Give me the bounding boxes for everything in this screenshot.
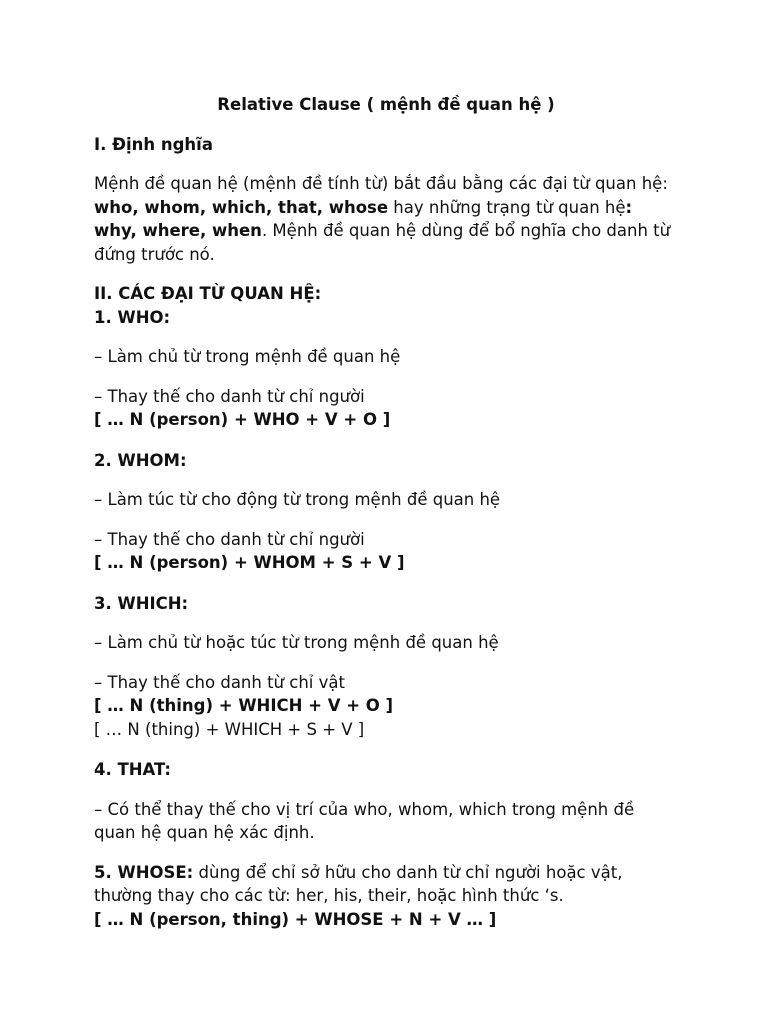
- whose-formula: [ … N (person, thing) + WHOSE + N + V … ]: [94, 909, 497, 929]
- that-line-1: – Có thể thay thế cho vị trí của who, whom, which trong mệnh đề quan hệ quan hệ xác định.: [94, 799, 635, 842]
- whose-heading: 5. WHOSE:: [94, 862, 194, 882]
- relative-pronouns-list: who, whom, which, that, whose: [94, 197, 389, 217]
- who-line-1: – Làm chủ từ trong mệnh đề quan hệ: [94, 347, 401, 366]
- relative-adverbs-list: : why, where, when: [94, 197, 633, 240]
- who-line-2: – Thay thế cho danh từ chỉ người: [94, 386, 365, 406]
- definition-text-1: Mệnh đề quan hệ (mệnh đề tính từ) bắt đầu bằng các đại từ quan hệ:: [94, 174, 668, 193]
- which-line-2: – Thay thế cho danh từ chỉ vật: [94, 672, 345, 692]
- which-formula-2: [ … N (thing) + WHICH + S + V ]: [94, 719, 365, 739]
- whom-line-2: – Thay thế cho danh từ chỉ người: [94, 529, 365, 549]
- whom-line-1: – Làm túc từ cho động từ trong mệnh đề quan hệ: [94, 490, 501, 509]
- whom-formula: [ … N (person) + WHOM + S + V ]: [94, 553, 405, 572]
- definition-text-3: . Mệnh đề quan hệ dùng để bổ nghĩa cho danh từ đứng trước nó.: [94, 221, 671, 264]
- who-formula: [ … N (person) + WHO + V + O ]: [94, 410, 391, 429]
- definition-paragraph: [94, 172, 672, 266]
- whom-heading: 2. WHOM:: [94, 450, 187, 470]
- that-heading: 4. THAT:: [94, 760, 171, 779]
- whose-text: dùng để chỉ sở hữu cho danh từ chỉ người hoặc vật, thường thay cho các từ: her, his, their, hoặc hình thức ‘s.: [94, 862, 623, 905]
- document-title: Relative Clause ( mệnh đề quan hệ ): [217, 95, 555, 114]
- which-heading: 3. WHICH:: [94, 593, 189, 613]
- section-heading-pronouns: II. CÁC ĐẠI TỪ QUAN HỆ:: [94, 284, 322, 303]
- who-heading: 1. WHO:: [94, 307, 171, 327]
- section-heading-definition: I. Định nghĩa: [94, 134, 213, 154]
- which-line-1: – Làm chủ từ hoặc túc từ trong mệnh đề quan hệ: [94, 633, 499, 652]
- which-formula-1: [ … N (thing) + WHICH + V + O ]: [94, 696, 394, 715]
- definition-text-2: hay những trạng từ quan hệ: [388, 197, 626, 217]
- whose-paragraph: [94, 861, 672, 908]
